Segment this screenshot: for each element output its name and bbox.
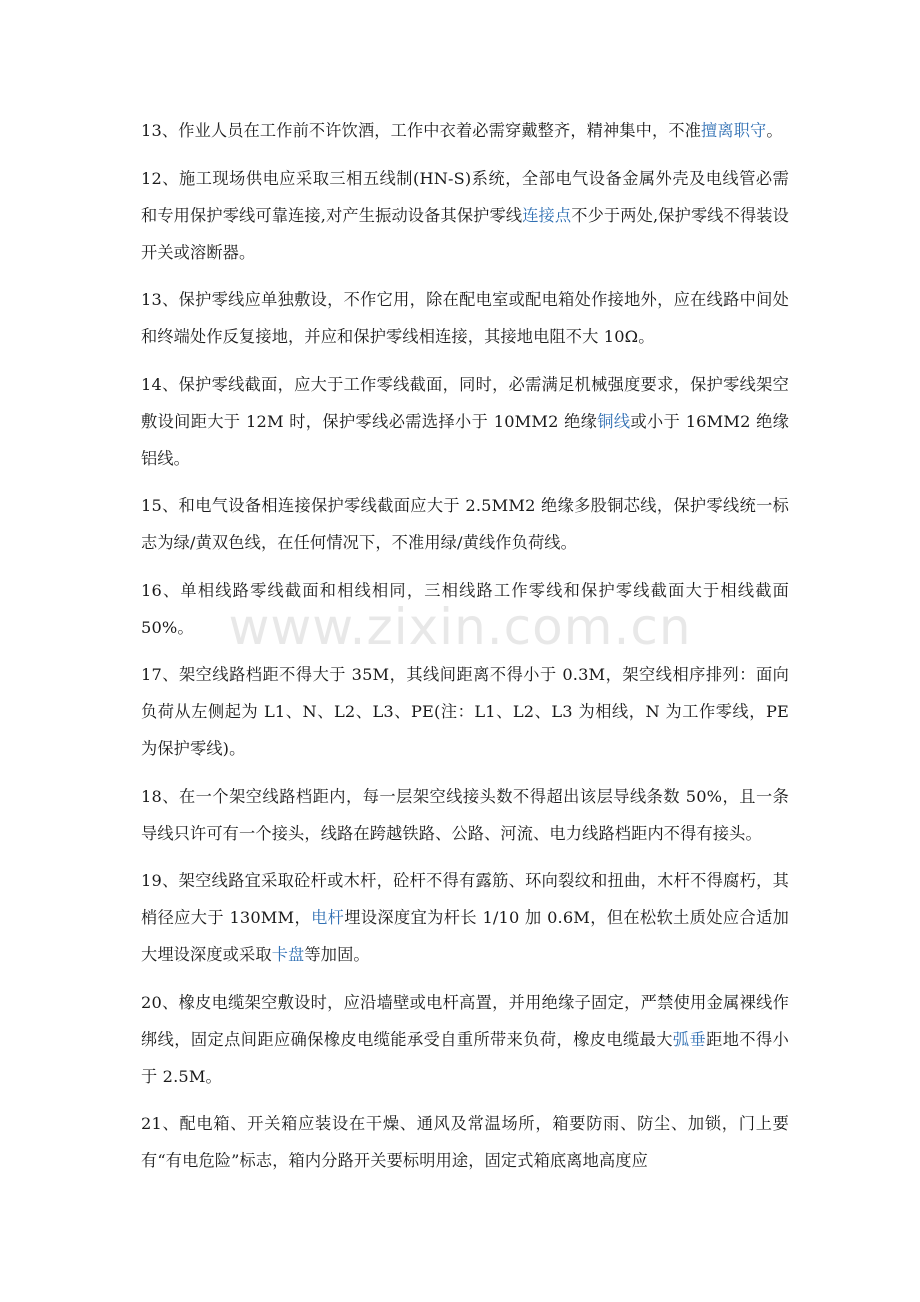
watermark-text: www.zixin.com.cn [228,598,692,656]
paragraph-text: 21、配电箱、开关箱应装设在干燥、通风及常温场所，箱要防雨、防尘、加锁，门上要有“有电危险”标志，箱内分路开关要标明用途，固定式箱底离地高度应 [141,1114,789,1170]
keyword-link[interactable]: 电杆 [311,908,345,927]
rule-paragraph [141,984,789,1095]
paragraph-text: 19、架空线路宜采取砼杆或木杆，砼杆不得有露筋、环向裂纹和扭曲，木杆不得腐朽，其梢径应大于 130MM， [141,871,789,927]
paragraph-text: 或小于 16MM2 绝缘铝线。 [141,411,789,468]
rule-paragraph [141,366,789,477]
keyword-link[interactable]: 铜线 [597,411,631,431]
document-body [141,112,789,1190]
paragraph-text: 15、和电气设备相连接保护零线截面应大于 2.5MM2 绝缘多股铜芯线，保护零线统一标志为绿/黄双色线，在任何情况下，不准用绿/黄线作负荷线。 [141,496,789,552]
rule-paragraph [141,160,789,271]
paragraph-text: 17、架空线路档距不得大于 35M，其线间距离不得小于 0.3M，架空线相序排列：面向负荷从左侧起为 L1、N、L2、L3、PE(注：L1、L2、L3 为相线，N 为工作零线，PE 为保护零线)。 [141,665,789,758]
keyword-link[interactable]: 弧垂 [672,1029,707,1049]
rule-paragraph [141,281,789,355]
rule-paragraph [141,656,789,767]
paragraph-text: 12、施工现场供电应采取三相五线制(HN-S)系统，全部电气设备金属外壳及电线管必需和专用保护零线可靠连接,对产生振动设备其保护零线 [141,168,789,225]
paragraph-text: 13、作业人员在工作前不许饮酒，工作中衣着必需穿戴整齐，精神集中，不准 [141,121,702,140]
rule-paragraph [141,778,789,852]
paragraph-text: 13、保护零线应单独敷设，不作它用，除在配电室或配电箱处作接地外，应在线路中间处和终端处作反复接地，并应和保护零线相连接，其接地电阻不大 10Ω。 [141,290,789,346]
paragraph-text: 20、橡皮电缆架空敷设时，应沿墙壁或电杆高置，并用绝缘子固定，严禁使用金属裸线作绑线，固定点间距应确保橡皮电缆能承受自重所带来负荷，橡皮电缆最大 [141,992,789,1049]
rule-paragraph [141,1105,789,1179]
keyword-link[interactable]: 卡盘 [271,945,305,964]
keyword-link[interactable]: 擅离职守 [701,121,767,140]
paragraph-text: 。 [766,121,783,140]
paragraph-text: 等加固。 [304,945,370,964]
paragraph-text: 距地不得小于 2.5M。 [141,1029,789,1086]
rule-paragraph [141,112,789,149]
rule-paragraph [141,862,789,973]
rule-paragraph [141,572,789,646]
paragraph-text: 14、保护零线截面，应大于工作零线截面，同时，必需满足机械强度要求，保护零线架空敷设间距大于 12M 时，保护零线必需选择小于 10MM2 绝缘 [141,374,789,431]
keyword-link[interactable]: 连接点 [522,205,572,225]
paragraph-text: 16、单相线路零线截面和相线相同，三相线路工作零线和保护零线截面大于相线截面 50%。 [141,580,789,637]
paragraph-text: 18、在一个架空线路档距内，每一层架空线接头数不得超出该层导线条数 50%，且一条导线只许可有一个接头，线路在跨越铁路、公路、河流、电力线路档距内不得有接头。 [141,786,789,843]
paragraph-text: 埋设深度宜为杆长 1/10 加 0.6M，但在松软土质处应合适加大埋设深度或采取 [141,908,789,964]
paragraph-text: 不少于两处,保护零线不得装设开关或溶断器。 [141,205,789,262]
rule-paragraph [141,487,789,561]
